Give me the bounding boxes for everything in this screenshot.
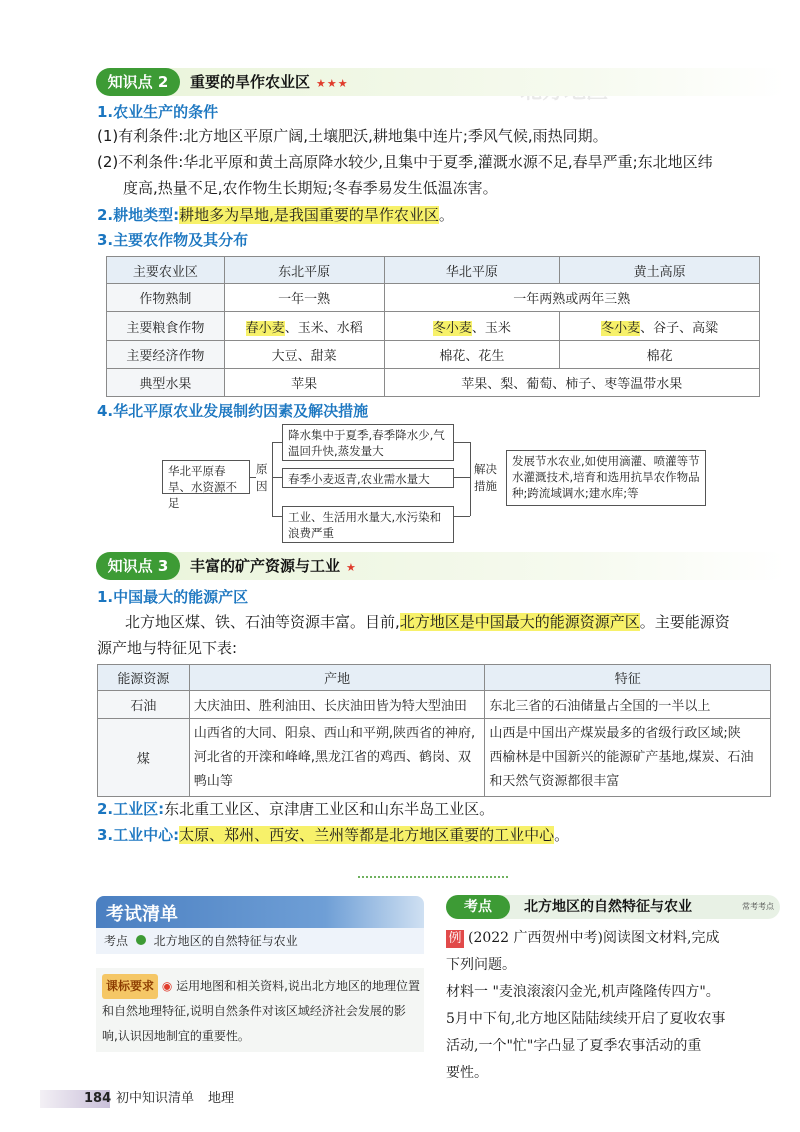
crop-cell — [384, 312, 560, 341]
crop-row-label: 作物熟制 — [107, 284, 225, 312]
kp2-badge: 知识点 2 — [96, 68, 180, 96]
exam-header — [96, 896, 424, 928]
s2-line — [97, 202, 777, 228]
example-line-1 — [446, 925, 780, 952]
flow-line — [454, 442, 470, 443]
coal-place-line: 河北省的开滦和峰峰,黑龙江省的鸡西、鹤岗、双 — [193, 749, 472, 765]
e1-text-b: 。主要能源资 — [639, 613, 730, 631]
example-line-6: 要性。 — [446, 1065, 488, 1081]
e1-title: 1.中国最大的能源产区 — [97, 588, 249, 606]
crop-cell: 苹果、梨、葡萄、柿子、枣等温带水果 — [384, 369, 759, 397]
flow-measure-label: 解决措施 — [474, 462, 497, 493]
coal-feature-line: 和天然气资源都很丰富 — [489, 773, 620, 789]
curriculum-requirement: 运用地图和相关资料,说出北方地区的地理位置和自然地理特征,说明自然条件对该区域经济社会发展的影响,认识因地制宜的重要性。 — [102, 979, 420, 1043]
kaodian-header — [446, 895, 780, 919]
coal-feature-line: 西榆林是中国新兴的能源矿产基地,煤炭、石油 — [489, 749, 754, 765]
crop-hl: 冬小麦 — [432, 320, 472, 336]
example-line-3: 材料一 "麦浪滚滚闪金光,机声隆隆传四方"。 — [446, 984, 720, 1000]
crop-cell — [560, 312, 760, 341]
crop-text: 、玉米、水稻 — [284, 320, 363, 336]
s1-p2b: 度高,热量不足,农作物生长期短;冬春季易发生低温冻害。 — [123, 179, 498, 197]
e2-line — [97, 796, 777, 822]
kp3-stars: ★ — [346, 561, 357, 574]
crop-cell: 苹果 — [224, 369, 384, 397]
crop-header-cell: 黄土高原 — [560, 257, 760, 284]
s4-title: 4.华北平原农业发展制约因素及解决措施 — [97, 402, 369, 420]
coal-feature-line: 山西是中国出产煤炭最多的省级行政区域;陕 — [489, 725, 741, 741]
energy-table — [97, 664, 771, 797]
flow-line — [272, 442, 282, 443]
s2-highlight: 耕地多为旱地,是我国重要的旱作农业区 — [179, 206, 439, 224]
curriculum-bullet-icon: ◉ — [161, 979, 173, 993]
e2-text: 东北重工业区、京津唐工业区和山东半岛工业区。 — [164, 800, 495, 818]
kp2-stars: ★★★ — [316, 77, 349, 90]
e3-line — [97, 822, 777, 848]
crop-row-label: 主要经济作物 — [107, 341, 225, 369]
crop-table — [106, 256, 760, 397]
crop-text: 、玉米 — [471, 320, 511, 336]
crop-text: 、谷子、高粱 — [640, 320, 719, 336]
coal-place-line: 山西省的大同、阳泉、西山和平朔,陕西省的神府, — [193, 725, 476, 741]
kaodian-dot-icon — [136, 935, 146, 945]
flow-cause-box-2: 春季小麦返青,农业需水量大 — [282, 468, 454, 488]
flow-cause-box-3: 工业、生活用水量大,水污染和浪费严重 — [282, 506, 454, 543]
page-number: 184 — [84, 1091, 112, 1106]
example-line-2: 下列问题。 — [446, 957, 516, 973]
example-mark: 例 — [446, 930, 464, 948]
kp3-title-text: 丰富的矿产资源与工业 — [190, 557, 341, 575]
flow-problem-box: 华北平原春旱、水资源不足 — [162, 460, 250, 494]
exam-title: 考试清单 — [106, 904, 178, 925]
crop-row-label: 典型水果 — [107, 369, 225, 397]
energy-header-cell: 产地 — [189, 665, 485, 691]
crop-cell — [224, 312, 384, 341]
e2-label: 2.工业区: — [97, 800, 165, 818]
energy-header-cell: 特征 — [485, 665, 771, 691]
crop-hl: 春小麦 — [245, 320, 285, 336]
kaodian-title: 北方地区的自然特征与农业 — [524, 899, 692, 915]
curriculum-text — [102, 974, 420, 1049]
e1-para-2: 源产地与特征见下表: — [97, 639, 238, 657]
kp3-title — [190, 552, 357, 580]
s2-end: 。 — [438, 206, 454, 224]
kp2-title-text: 重要的旱作农业区 — [190, 73, 311, 91]
crop-cell: 一年两熟或两年三熟 — [384, 284, 759, 312]
energy-cell — [189, 719, 485, 797]
exam-kd-item[interactable]: 北方地区的自然特征与农业 — [153, 934, 298, 948]
footer-subject: 地理 — [208, 1091, 235, 1106]
example-text: (2022 广西贺州中考)阅读图文材料,完成 — [468, 930, 720, 946]
flow-line — [454, 477, 470, 478]
e3-end: 。 — [554, 826, 570, 844]
s1-title: 1.农业生产的条件 — [97, 103, 219, 121]
exam-kaodian-row — [96, 928, 424, 954]
s2-label: 2.耕地类型: — [97, 206, 180, 224]
flow-line — [470, 442, 471, 516]
crop-header-cell: 东北平原 — [224, 257, 384, 284]
kp2-title — [190, 68, 349, 96]
e1-text-a: 北方地区煤、铁、石油等资源丰富。目前, — [125, 613, 400, 631]
page-footer — [40, 1088, 260, 1110]
s1-p2a: (2)不利条件:华北平原和黄土高原降水较少,且集中于夏季,灌溉水源不足,春旱严重;东北地区纬 — [97, 153, 713, 171]
energy-header-cell: 能源资源 — [98, 665, 190, 691]
example-line-5: 活动,一个"忙"字凸显了夏季农事活动的重 — [446, 1038, 702, 1054]
crop-cell: 棉花、花生 — [384, 341, 560, 369]
e3-label: 3.工业中心: — [97, 826, 180, 844]
energy-row-label: 石油 — [98, 691, 190, 719]
curriculum-tag: 课标要求 — [102, 974, 158, 999]
flow-line — [272, 442, 273, 516]
flow-line — [272, 477, 282, 478]
curriculum-box — [96, 968, 424, 1052]
energy-cell: 东北三省的石油储量占全国的一半以上 — [485, 691, 771, 719]
e1-para — [97, 609, 777, 635]
crop-hl: 冬小麦 — [601, 320, 641, 336]
crop-header-cell: 主要农业区 — [107, 257, 225, 284]
e1-highlight: 北方地区是中国最大的能源资源产区 — [399, 613, 640, 631]
crop-header-cell: 华北平原 — [384, 257, 560, 284]
crop-cell: 一年一熟 — [224, 284, 384, 312]
crop-row-label: 主要粮食作物 — [107, 312, 225, 341]
s3-title: 3.主要农作物及其分布 — [97, 231, 249, 249]
flow-line — [454, 516, 470, 517]
e3-highlight: 太原、郑州、西安、兰州等都是北方地区重要的工业中心 — [179, 826, 555, 844]
kaodian-tag: 常考考点 — [742, 902, 774, 911]
kp3-badge: 知识点 3 — [96, 552, 180, 580]
kaodian-badge: 考点 — [446, 895, 510, 919]
flow-line — [272, 516, 282, 517]
crop-cell: 棉花 — [560, 341, 760, 369]
exam-card — [96, 896, 424, 962]
example-line-4: 5月中下旬,北方地区陆陆续续开启了夏收农事 — [446, 1011, 726, 1027]
flow-cause-box-1: 降水集中于夏季,春季降水少,气温回升快,蒸发量大 — [282, 424, 454, 461]
energy-cell — [485, 719, 771, 797]
crop-cell: 大豆、甜菜 — [224, 341, 384, 369]
s1-p1: (1)有利条件:北方地区平原广阔,土壤肥沃,耕地集中连片;季风气候,雨热同期。 — [97, 127, 608, 145]
dotted-divider — [358, 876, 508, 878]
coal-place-line: 鸭山等 — [193, 773, 233, 789]
flow-measure-box: 发展节水农业,如使用滴灌、喷灌等节水灌溉技术,培育和选用抗旱农作物品种;跨流域调水;建水库;等 — [506, 450, 706, 506]
energy-row-label: 煤 — [98, 719, 190, 797]
flow-cause-label: 原因 — [256, 462, 268, 493]
energy-cell: 大庆油田、胜利油田、长庆油田皆为特大型油田 — [189, 691, 485, 719]
exam-kd-label: 考点 — [104, 934, 129, 948]
footer-book: 初中知识清单 — [116, 1091, 195, 1106]
